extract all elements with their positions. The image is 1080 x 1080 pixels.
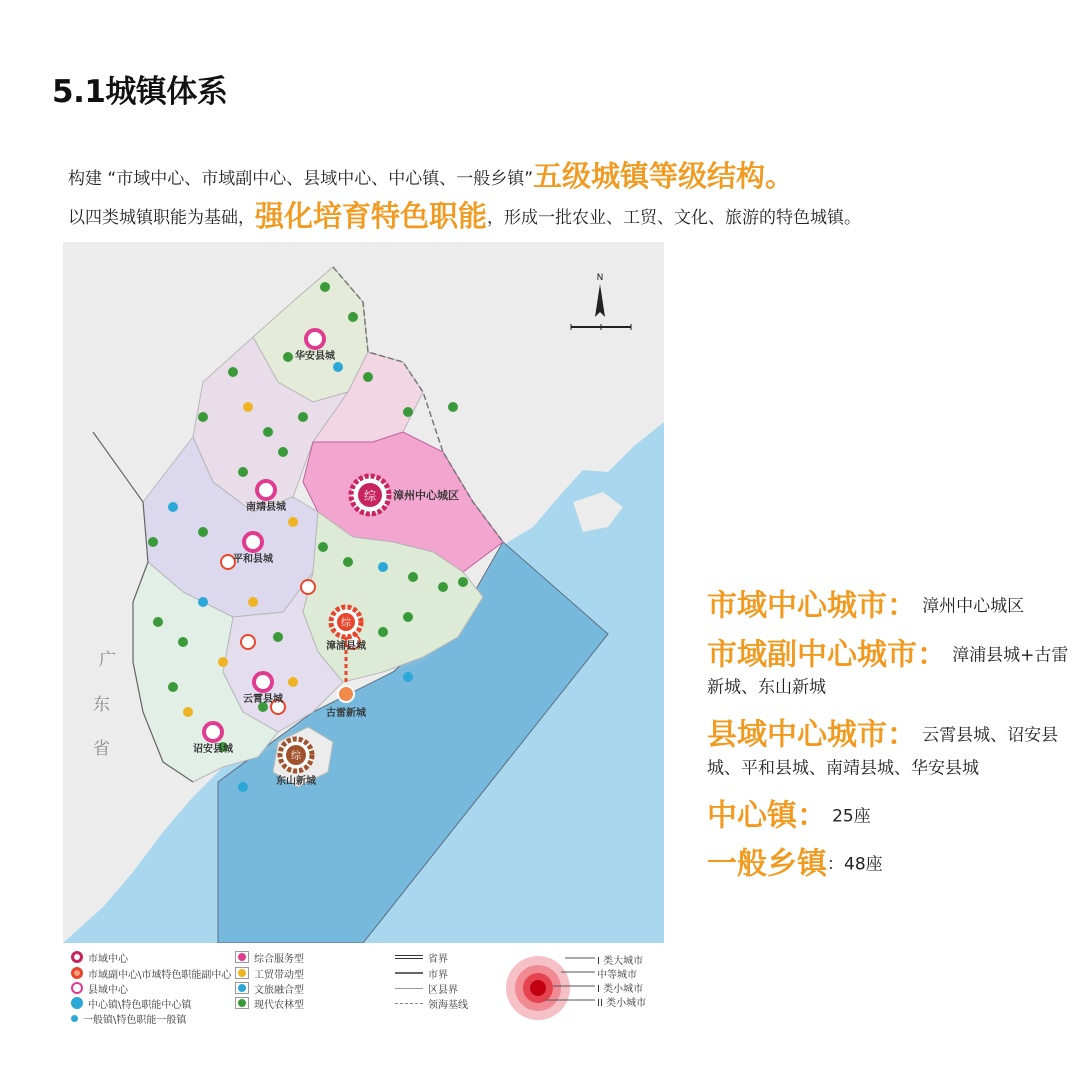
intro-line-2-suffix: ，形成一批农业、工贸、文化、旅游的特色城镇。 [487,208,862,228]
culture-type-symbol-icon [235,982,249,994]
scale-label-small-2: II 类小城市 [597,998,647,1009]
info-sub-center-label: 市域副中心城市： [707,637,947,672]
legend-general-town [71,1011,186,1025]
north-label: N [596,273,604,283]
city-scale-rings [505,955,685,1025]
legend-industry-type-label: 工贸带动型 [254,969,304,981]
industry-type-symbol-icon [235,967,249,979]
legend-culture-type-label: 文旅融合型 [254,984,304,996]
info-county-center [707,719,1072,784]
pinghe-label: 平和县城 [233,554,273,565]
city-center-symbol-icon [71,951,83,963]
zhaoan-label: 诏安县城 [193,744,233,755]
gulei-label: 古雷新城 [326,708,366,719]
legend-service-type [235,950,304,964]
center-town-symbol-icon [71,997,83,1009]
city-center-label: 漳州中心城区 [393,489,459,502]
legend-industry-type [235,966,304,980]
intro-line-2-prefix: 以四类城镇职能为基础， [68,208,255,228]
city-border-symbol-icon [395,972,423,974]
legend-city-border [395,966,448,980]
huaan-label: 华安县城 [295,351,335,362]
info-sub-center-text: 漳浦县城+古雷新城、东山新城 [707,645,1069,698]
info-general-town-label: 一般乡镇 [707,846,827,882]
page-title: 5.1城镇体系 [52,74,228,110]
intro-line-2 [68,194,1068,235]
legend-county-center-label: 县域中心 [88,984,128,996]
info-city-center [707,590,1072,623]
sub-center-marker-gulei [338,686,354,702]
legend-county-border [395,981,458,995]
scale-label-large: I 类大城市 [597,956,644,967]
legend-center-town [71,996,191,1010]
county-center-symbol-icon [71,982,83,994]
scale-label-medium: 中等城市 [597,970,637,981]
intro-line-1-highlight: 五级城镇等级结构。 [533,159,795,193]
town-level-summary [707,590,1072,897]
info-center-town-text: 25座 [832,806,871,826]
legend-center-town-label: 中心镇\特色职能中心镇 [88,999,192,1011]
agri-type-symbol-icon [235,997,249,1009]
general-town-symbol-icon [71,1015,78,1022]
town-system-map [63,242,664,943]
legend-service-type-label: 综合服务型 [254,953,304,965]
info-city-center-label: 市域中心城市： [707,588,917,624]
legend-baseline-label: 领海基线 [428,999,468,1011]
county-border-symbol-icon [395,988,423,989]
province-label-3: 省 [93,739,110,759]
info-center-town [707,800,1072,833]
city-scale-legend [505,955,685,1025]
legend-culture-type [235,981,304,995]
legend-city-center [71,950,128,964]
legend-province-border [395,950,448,964]
dongshan-glyph: 综 [291,751,301,762]
sub-center-symbol-icon [71,967,83,979]
baseline-symbol-icon [395,1003,423,1004]
map-svg [63,242,664,943]
legend-county-border-label: 区县界 [428,984,458,996]
nanjing-label: 南靖县城 [246,502,286,513]
info-center-town-label: 中心镇： [707,798,827,833]
yunxiao-label: 云霄县城 [243,694,283,705]
scale-label-small-1: I 类小城市 [597,984,644,995]
scale-ring-small-2 [530,980,546,996]
legend-city-center-label: 市域中心 [88,953,128,965]
intro-line-2-highlight: 强化培育特色职能 [255,199,488,233]
legend-baseline [395,996,468,1010]
legend-agri-type-label: 现代农林型 [254,999,304,1011]
province-label-1: 广 [99,650,116,670]
legend-city-border-label: 市界 [428,969,448,981]
info-county-center-label: 县域中心城市： [707,717,917,753]
service-type-symbol-icon [235,951,249,963]
legend-province-border-label: 省界 [428,953,448,965]
province-label-2: 东 [93,695,110,715]
zhangpu-label: 漳浦县城 [326,641,366,652]
info-general-town [707,848,1072,881]
legend-county-center [71,981,128,995]
intro-line-1 [68,154,1068,195]
zhangpu-glyph: 综 [341,618,351,629]
intro-line-1-text: 构建 “市域中心、市域副中心、县域中心、中心镇、一般乡镇” [68,169,534,189]
legend-sub-center-label: 市域副中心\市域特色职能副中心 [88,969,232,981]
city-center-glyph: 综 [363,489,377,503]
legend-agri-type [235,996,304,1010]
legend-general-town-label: 一般镇\特色职能一般镇 [83,1014,187,1026]
info-county-center-text: 云霄县城、诏安县城、平和县城、南靖县城、华安县城 [707,725,1059,778]
legend-sub-center [71,966,231,980]
info-sub-center [707,639,1072,704]
dongshan-label: 东山新城 [276,776,316,787]
info-city-center-text: 漳州中心城区 [922,596,1025,617]
province-border-symbol-icon [395,955,423,959]
info-general-town-text: ：48座 [827,854,883,875]
